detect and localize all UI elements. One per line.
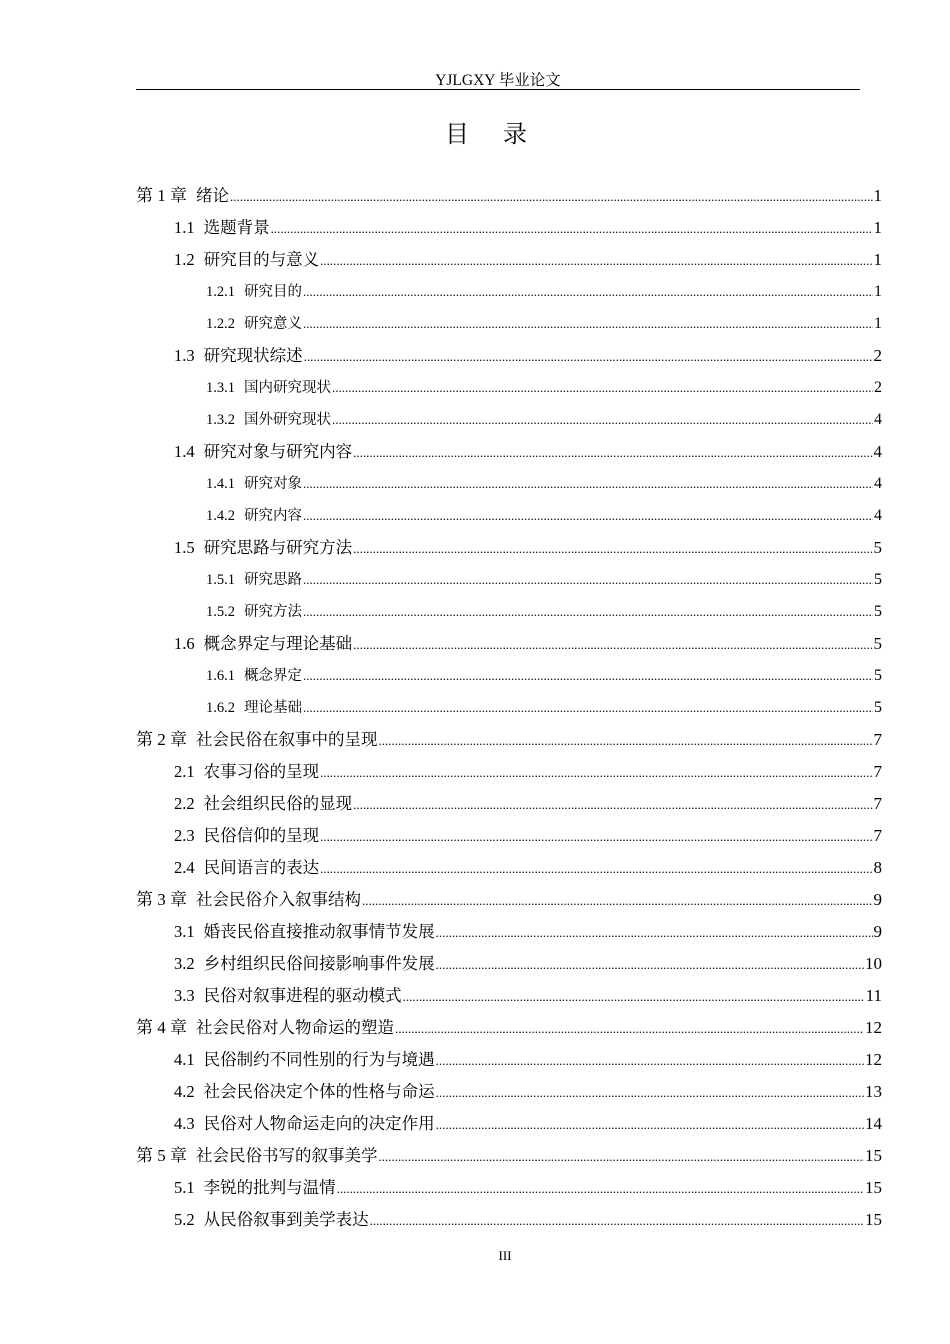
running-header: YJLGXY 毕业论文 xyxy=(435,72,561,89)
toc-entry-page: 1 xyxy=(873,186,882,205)
toc-entry-label: 社会民俗决定个体的性格与命运 xyxy=(203,1082,435,1101)
dot-leader xyxy=(303,596,873,628)
toc-entry-label: 研究思路与研究方法 xyxy=(203,538,353,557)
toc-entry-page: 7 xyxy=(873,762,882,781)
toc-entry-number: 1.4.1 xyxy=(206,476,235,492)
toc-entry-label: 社会组织民俗的显现 xyxy=(203,794,353,813)
toc-entry[interactable] xyxy=(136,692,882,724)
toc-entry[interactable] xyxy=(136,180,882,212)
toc-entry-page: 5 xyxy=(874,571,882,588)
toc-entry-page: 2 xyxy=(874,379,882,396)
toc-entry-number: 1.6.2 xyxy=(206,700,235,716)
toc-entry-page: 9 xyxy=(873,890,882,909)
toc-entry[interactable] xyxy=(136,244,882,276)
toc-entry[interactable] xyxy=(136,980,882,1012)
toc-entry-label: 李锐的批判与温情 xyxy=(203,1178,336,1197)
page-title: 目录 xyxy=(445,120,561,148)
toc-entry-number: 3.1 xyxy=(174,922,195,941)
toc-entry-page: 8 xyxy=(873,858,882,877)
dot-leader xyxy=(379,725,873,757)
toc-entry[interactable] xyxy=(136,788,882,820)
toc-entry-label: 理论基础 xyxy=(244,700,302,716)
toc-entry-number: 4.3 xyxy=(174,1114,195,1133)
toc-entry-label: 概念界定 xyxy=(244,668,302,684)
toc-entry[interactable] xyxy=(136,1012,882,1044)
dot-leader xyxy=(332,404,873,436)
toc-entry-label: 民俗制约不同性别的行为与境遇 xyxy=(203,1050,435,1069)
dot-leader xyxy=(370,1205,864,1237)
dot-leader xyxy=(353,533,872,565)
dot-leader xyxy=(353,437,872,469)
toc-entry[interactable] xyxy=(136,532,882,564)
toc-entry-label: 选题背景 xyxy=(203,218,270,237)
toc-entry-number: 2.1 xyxy=(174,762,195,781)
toc-entry[interactable] xyxy=(136,308,882,340)
toc-entry-number: 1.6.1 xyxy=(206,668,235,684)
dot-leader xyxy=(332,372,873,404)
toc-entry-number: 1.2 xyxy=(174,250,195,269)
toc-entry-page: 4 xyxy=(874,475,882,492)
toc-entry-page: 5 xyxy=(873,538,882,557)
toc-entry-number: 1.5.1 xyxy=(206,572,235,588)
toc-entry-label: 乡村组织民俗间接影响事件发展 xyxy=(203,954,435,973)
toc-entry[interactable] xyxy=(136,1172,882,1204)
toc-entry-number: 5.2 xyxy=(174,1210,195,1229)
dot-leader xyxy=(436,1109,864,1141)
toc-entry-page: 7 xyxy=(873,730,882,749)
toc-entry[interactable] xyxy=(136,500,882,532)
toc-entry-number: 3.2 xyxy=(174,954,195,973)
toc-entry-page: 2 xyxy=(873,346,882,365)
dot-leader xyxy=(303,276,873,308)
dot-leader xyxy=(230,181,873,213)
toc-entry-label: 国内研究现状 xyxy=(244,380,331,396)
toc-entry[interactable] xyxy=(136,1076,882,1108)
toc-entry-label: 国外研究现状 xyxy=(244,412,331,428)
toc-entry[interactable] xyxy=(136,756,882,788)
toc-entry[interactable] xyxy=(136,1108,882,1140)
toc-entry-page: 7 xyxy=(873,826,882,845)
toc-entry[interactable] xyxy=(136,276,882,308)
dot-leader xyxy=(353,629,872,661)
toc-entry-number: 1.2.2 xyxy=(206,316,235,332)
toc-entry-page: 1 xyxy=(873,218,882,237)
toc-entry-page: 15 xyxy=(865,1178,882,1197)
toc-entry-number: 1.3.1 xyxy=(206,380,235,396)
page-number: III xyxy=(498,1248,512,1263)
dot-leader xyxy=(353,789,872,821)
toc-entry-number: 1.3 xyxy=(174,346,195,365)
toc-entry-label: 研究内容 xyxy=(244,508,302,524)
dot-leader xyxy=(395,1013,864,1045)
toc-entry-number: 第 3 章 xyxy=(136,890,187,909)
toc-entry-label: 绪论 xyxy=(196,186,229,205)
toc-entry-page: 5 xyxy=(874,699,882,716)
toc-entry[interactable] xyxy=(136,628,882,660)
toc-entry-page: 5 xyxy=(873,634,882,653)
toc-entry-label: 研究目的 xyxy=(244,284,302,300)
dot-leader xyxy=(320,853,872,885)
toc-entry-label: 研究现状综述 xyxy=(203,346,303,365)
toc-entry-number: 4.1 xyxy=(174,1050,195,1069)
dot-leader xyxy=(320,821,872,853)
toc-entry-label: 研究目的与意义 xyxy=(203,250,320,269)
toc-entry-page: 15 xyxy=(865,1146,882,1165)
toc-entry[interactable] xyxy=(136,916,882,948)
toc-entry-number: 1.6 xyxy=(174,634,195,653)
dot-leader xyxy=(337,1173,864,1205)
toc-entry-page: 1 xyxy=(874,283,882,300)
toc-entry-number: 第 1 章 xyxy=(136,186,187,205)
toc-entry[interactable] xyxy=(136,372,882,404)
toc-entry[interactable] xyxy=(136,884,882,916)
toc-entry-label: 社会民俗书写的叙事美学 xyxy=(196,1146,378,1165)
toc-entry-number: 2.2 xyxy=(174,794,195,813)
toc-entry-page: 4 xyxy=(874,507,882,524)
toc-entry-number: 第 5 章 xyxy=(136,1146,187,1165)
toc-entry-number: 1.2.1 xyxy=(206,284,235,300)
toc-entry-page: 1 xyxy=(874,315,882,332)
toc-entry-label: 民俗对叙事进程的驱动模式 xyxy=(203,986,402,1005)
toc-entry-page: 14 xyxy=(865,1114,882,1133)
toc-entry-label: 研究意义 xyxy=(244,316,302,332)
toc-entry[interactable] xyxy=(136,852,882,884)
toc-entry[interactable] xyxy=(136,340,882,372)
toc-entry-label: 社会民俗对人物命运的塑造 xyxy=(196,1018,394,1037)
toc-entry-number: 2.4 xyxy=(174,858,195,877)
toc-entry-number: 5.1 xyxy=(174,1178,195,1197)
toc-entry-number: 第 4 章 xyxy=(136,1018,187,1037)
dot-leader xyxy=(304,341,873,373)
toc-entry-label: 从民俗叙事到美学表达 xyxy=(203,1210,369,1229)
dot-leader xyxy=(303,692,873,724)
toc-entry[interactable] xyxy=(136,596,882,628)
toc-entry-page: 12 xyxy=(865,1018,882,1037)
dot-leader xyxy=(303,564,873,596)
toc-entry-number: 1.5 xyxy=(174,538,195,557)
toc-entry-label: 研究对象与研究内容 xyxy=(203,442,353,461)
toc-entry[interactable] xyxy=(136,1204,882,1236)
dot-leader xyxy=(436,917,873,949)
toc-entry-page: 13 xyxy=(865,1082,882,1101)
toc-entry-label: 研究思路 xyxy=(244,572,302,588)
toc-entry[interactable] xyxy=(136,724,882,756)
toc-entry-number: 2.3 xyxy=(174,826,195,845)
toc-entry-number: 1.3.2 xyxy=(206,412,235,428)
toc-entry-label: 社会民俗介入叙事结构 xyxy=(196,890,361,909)
toc-entry-number: 4.2 xyxy=(174,1082,195,1101)
dot-leader xyxy=(362,885,873,917)
toc-entry-label: 民俗对人物命运走向的决定作用 xyxy=(203,1114,435,1133)
toc-entry-page: 12 xyxy=(865,1050,882,1069)
dot-leader xyxy=(379,1141,865,1173)
dot-leader xyxy=(320,245,872,277)
toc-entry[interactable] xyxy=(136,436,882,468)
toc-entry-page: 4 xyxy=(873,442,882,461)
dot-leader xyxy=(403,981,865,1013)
dot-leader xyxy=(436,1045,864,1077)
dot-leader xyxy=(320,757,872,789)
toc-entry[interactable] xyxy=(136,948,882,980)
toc-entry-page: 15 xyxy=(865,1210,882,1229)
toc-entry-label: 社会民俗在叙事中的呈现 xyxy=(196,730,378,749)
toc-entry[interactable] xyxy=(136,820,882,852)
header-rule xyxy=(136,89,860,90)
toc-entry-number: 3.3 xyxy=(174,986,195,1005)
dot-leader xyxy=(271,213,873,245)
dot-leader xyxy=(436,949,864,981)
table-of-contents xyxy=(136,180,882,1236)
toc-entry[interactable] xyxy=(136,1140,882,1172)
toc-entry-label: 研究方法 xyxy=(244,604,302,620)
toc-entry-page: 1 xyxy=(873,250,882,269)
toc-entry-page: 11 xyxy=(865,986,882,1005)
toc-entry-number: 1.1 xyxy=(174,218,195,237)
toc-entry[interactable] xyxy=(136,564,882,596)
dot-leader xyxy=(303,500,873,532)
toc-entry[interactable] xyxy=(136,404,882,436)
toc-entry-number: 1.5.2 xyxy=(206,604,235,620)
toc-entry-number: 1.4 xyxy=(174,442,195,461)
toc-entry[interactable] xyxy=(136,1044,882,1076)
toc-entry-label: 婚丧民俗直接推动叙事情节发展 xyxy=(203,922,435,941)
toc-entry-number: 第 2 章 xyxy=(136,730,187,749)
toc-entry-page: 5 xyxy=(874,603,882,620)
toc-entry-page: 10 xyxy=(865,954,882,973)
toc-entry-page: 9 xyxy=(873,922,882,941)
toc-entry[interactable] xyxy=(136,468,882,500)
toc-entry-label: 研究对象 xyxy=(244,476,302,492)
toc-entry-label: 农事习俗的呈现 xyxy=(203,762,320,781)
dot-leader xyxy=(436,1077,864,1109)
dot-leader xyxy=(303,660,873,692)
toc-entry[interactable] xyxy=(136,660,882,692)
toc-entry[interactable] xyxy=(136,212,882,244)
toc-entry-label: 民俗信仰的呈现 xyxy=(203,826,320,845)
dot-leader xyxy=(303,308,873,340)
toc-entry-label: 民间语言的表达 xyxy=(203,858,320,877)
dot-leader xyxy=(303,468,873,500)
toc-entry-page: 7 xyxy=(873,794,882,813)
toc-entry-page: 4 xyxy=(874,411,882,428)
toc-entry-page: 5 xyxy=(874,667,882,684)
toc-entry-label: 概念界定与理论基础 xyxy=(203,634,353,653)
toc-entry-number: 1.4.2 xyxy=(206,508,235,524)
